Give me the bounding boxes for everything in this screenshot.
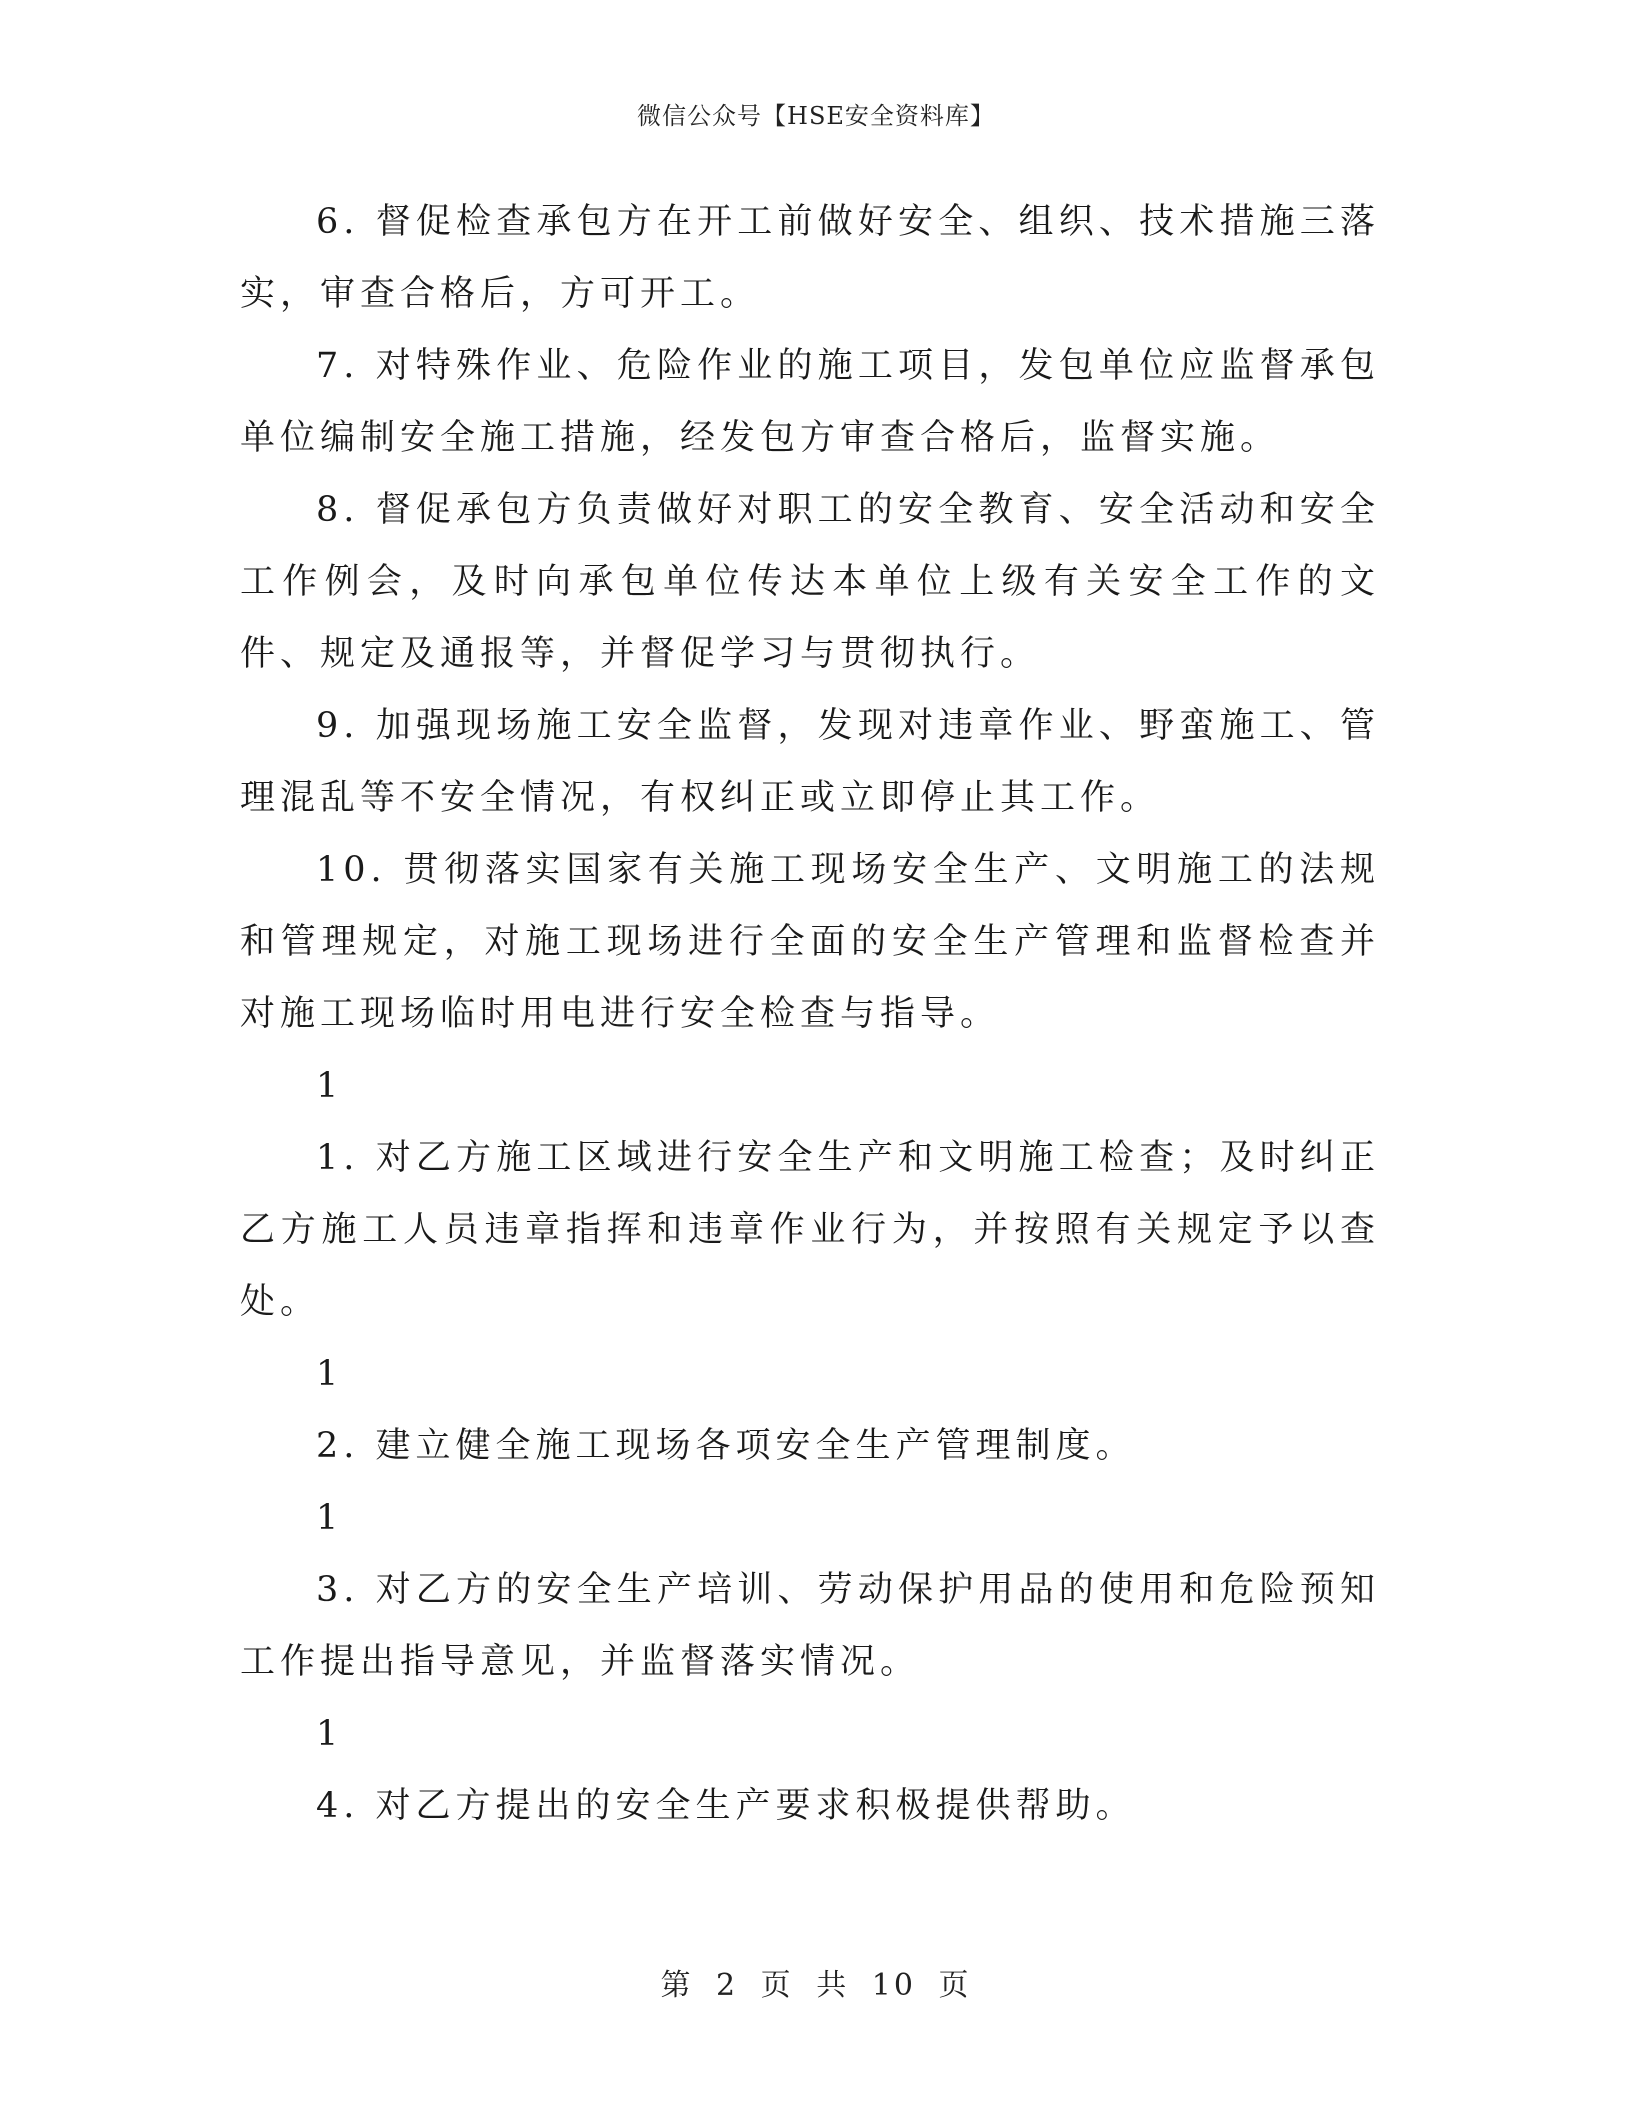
section-marker: 1 <box>316 1714 339 1754</box>
section-marker: 1 <box>316 1354 339 1394</box>
paragraph-item-8: 8. 督促承包方负责做好对职工的安全教育、安全活动和安全工作例会，及时向承包单位传达本单位上级有关安全工作的文件、规定及通报等，并督促学习与贯彻执行。 <box>240 490 1380 674</box>
page-footer: 第 2 页 共 10 页 <box>660 1968 972 2003</box>
list-item: 4. 对乙方提出的安全生产要求积极提供帮助。 <box>316 1786 1136 1826</box>
page-header: 微信公众号【HSE安全资料库】 <box>637 102 995 130</box>
section-marker: 1 <box>316 1498 339 1538</box>
list-item: 2. 建立健全施工现场各项安全生产管理制度。 <box>316 1426 1136 1466</box>
section-marker: 1 <box>316 1066 339 1106</box>
list-item: 1. 对乙方施工区域进行安全生产和文明施工检查；及时纠正乙方施工人员违章指挥和违章作业行为，并按照有关规定予以查处。 <box>240 1138 1380 1322</box>
list-item: 3. 对乙方的安全生产培训、劳动保护用品的使用和危险预知工作提出指导意见，并监督落实情况。 <box>240 1570 1380 1682</box>
paragraph-item-7: 7. 对特殊作业、危险作业的施工项目，发包单位应监督承包单位编制安全施工措施，经发包方审查合格后，监督实施。 <box>240 346 1380 458</box>
paragraph-item-10: 10. 贯彻落实国家有关施工现场安全生产、文明施工的法规和管理规定，对施工现场进行全面的安全生产管理和监督检查并对施工现场临时用电进行安全检查与指导。 <box>240 850 1380 1034</box>
document-body <box>240 186 1380 1842</box>
paragraph-item-9: 9. 加强现场施工安全监督，发现对违章作业、野蛮施工、管理混乱等不安全情况，有权纠正或立即停止其工作。 <box>240 706 1380 818</box>
paragraph-item-6: 6. 督促检查承包方在开工前做好安全、组织、技术措施三落实，审查合格后，方可开工。 <box>240 202 1380 314</box>
